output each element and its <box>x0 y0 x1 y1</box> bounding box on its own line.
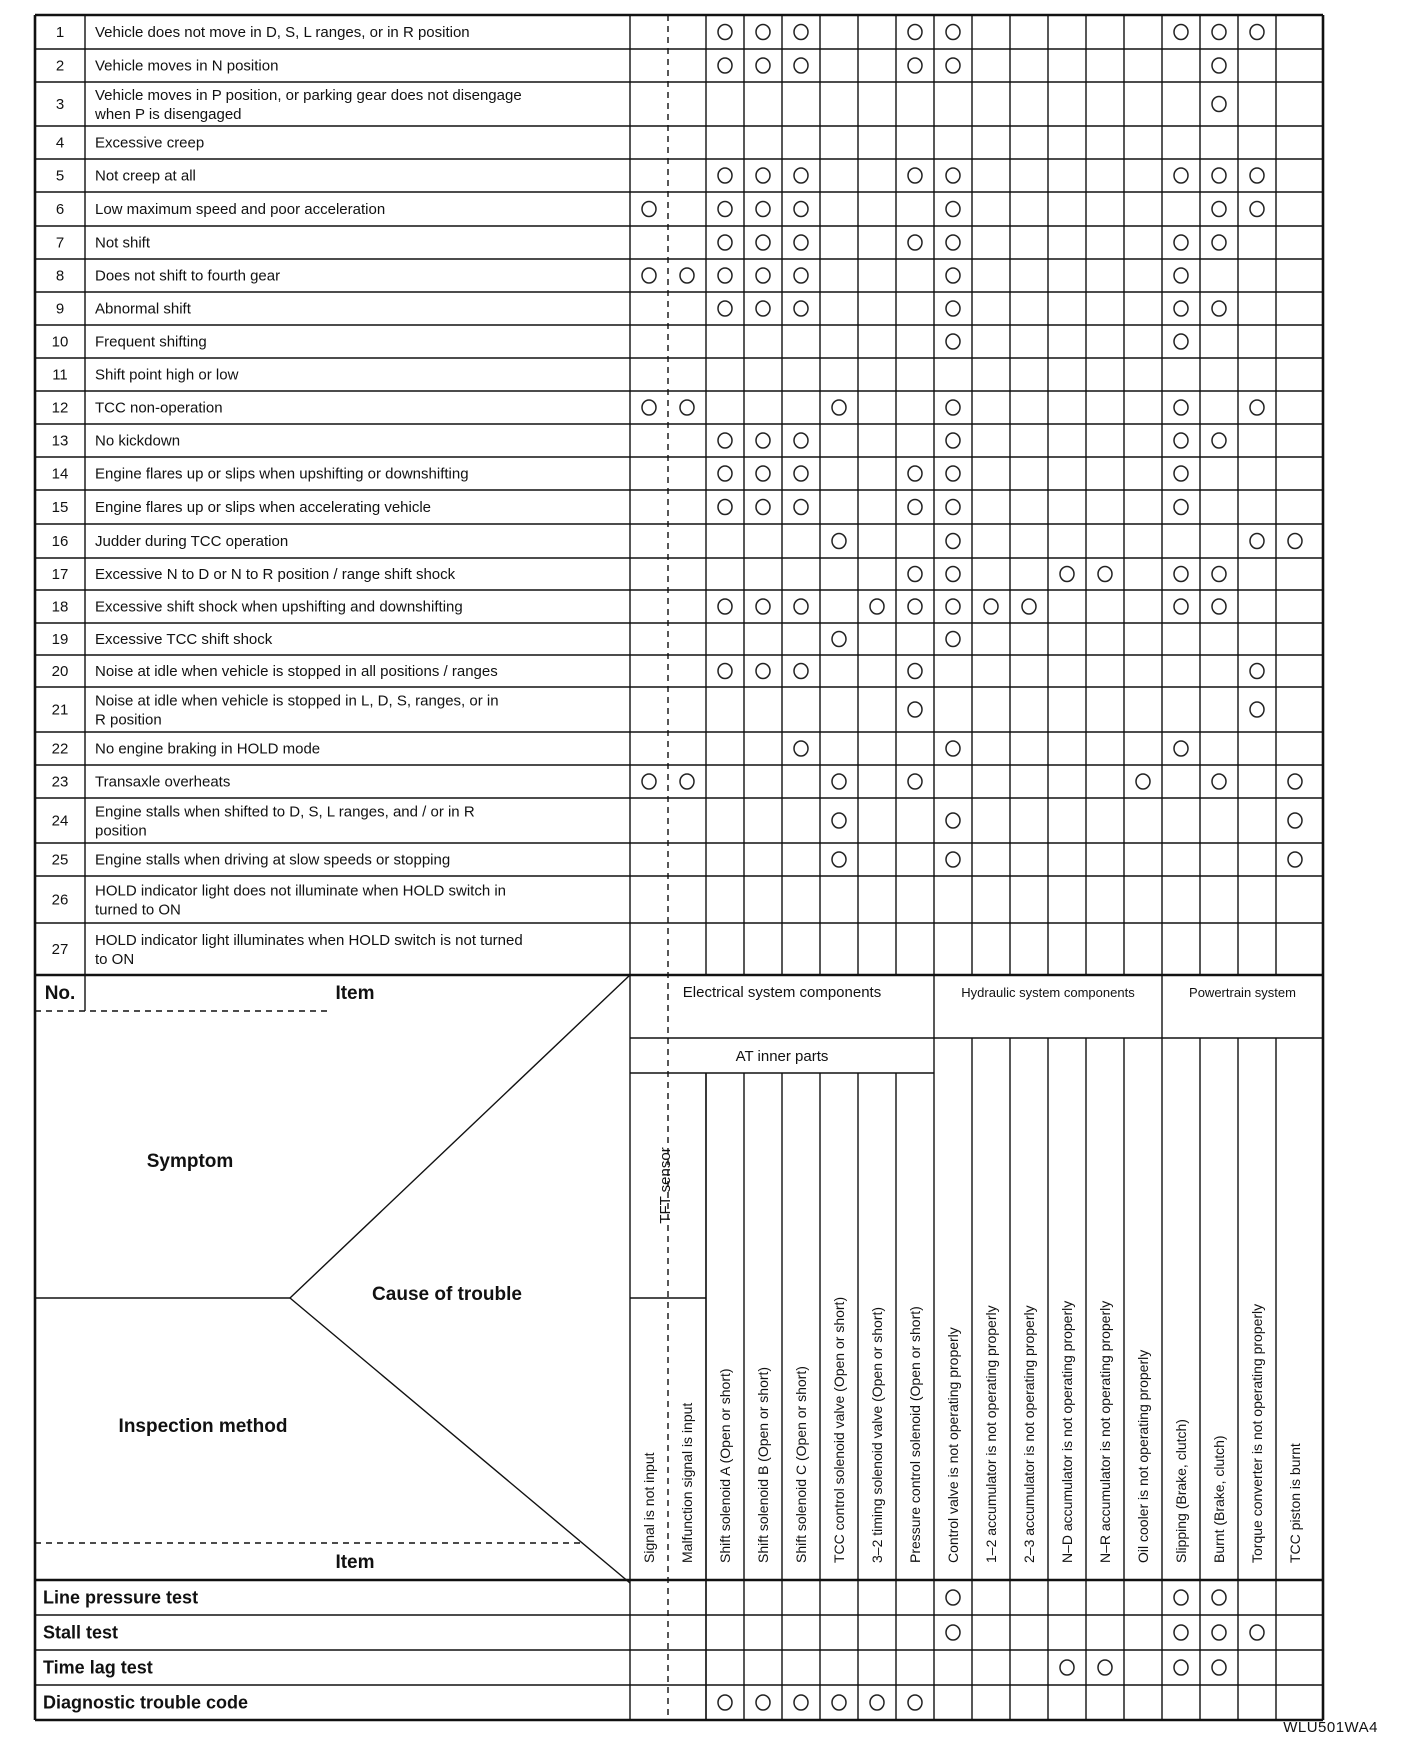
circle-mark <box>946 466 960 481</box>
circle-mark <box>1174 567 1188 582</box>
circle-mark <box>718 664 732 679</box>
symptom-text: Transaxle overheats <box>95 773 231 791</box>
circle-mark <box>756 1695 770 1710</box>
row-number: 22 <box>51 740 69 758</box>
circle-mark <box>832 774 846 789</box>
circle-mark <box>908 168 922 183</box>
circle-mark <box>908 25 922 40</box>
cause-label: Cause of trouble <box>372 1284 522 1305</box>
circle-mark <box>794 599 808 614</box>
row-number: 16 <box>51 533 69 550</box>
circle-mark <box>794 433 808 448</box>
circle-mark <box>908 1695 922 1710</box>
circle-mark <box>1174 1625 1188 1640</box>
circle-mark <box>946 334 960 349</box>
circle-mark <box>832 534 846 549</box>
row-number: 24 <box>51 812 69 830</box>
circle-mark <box>718 202 732 217</box>
no-header: No. <box>44 983 76 1004</box>
circle-mark <box>1174 1590 1188 1605</box>
circle-mark <box>946 202 960 217</box>
row-number: 27 <box>51 941 69 958</box>
diagonal-upper <box>290 975 630 1298</box>
circle-mark <box>1098 1660 1112 1675</box>
symptom-label: Symptom <box>146 1151 234 1172</box>
column-label: Shift solenoid B (Open or short) <box>755 1366 771 1563</box>
circle-mark <box>1212 301 1226 316</box>
symptom-text: No engine braking in HOLD mode <box>95 740 321 758</box>
circle-mark <box>1174 599 1188 614</box>
item-header: Item <box>335 983 375 1004</box>
circle-mark <box>1212 58 1226 73</box>
row-number: 7 <box>55 234 65 252</box>
circle-mark <box>946 813 960 828</box>
circle-mark <box>680 268 694 283</box>
column-label: 1–2 accumulator is not operating properly <box>983 1305 999 1563</box>
circle-mark <box>1212 567 1226 582</box>
circle-mark <box>870 599 884 614</box>
circle-mark <box>908 235 922 250</box>
row-number: 6 <box>55 201 65 218</box>
circle-mark <box>756 599 770 614</box>
column-label: TCC piston is burnt <box>1287 1443 1303 1563</box>
circle-mark <box>1250 1625 1264 1640</box>
circle-mark <box>1250 400 1264 415</box>
circle-mark <box>756 202 770 217</box>
row-number: 12 <box>51 399 69 417</box>
circle-mark <box>1174 268 1188 283</box>
circle-mark <box>1250 168 1264 183</box>
circle-mark <box>756 500 770 515</box>
column-label: Pressure control solenoid (Open or short) <box>907 1306 923 1563</box>
symptom-text: Not shift <box>95 234 151 252</box>
circle-mark <box>832 852 846 867</box>
circle-mark <box>794 202 808 217</box>
row-number: 3 <box>55 96 65 113</box>
circle-mark <box>794 500 808 515</box>
circle-mark <box>718 25 732 40</box>
circle-mark <box>946 168 960 183</box>
circle-mark <box>946 25 960 40</box>
group-electrical: Electrical system components <box>682 984 882 1001</box>
circle-mark <box>1212 774 1226 789</box>
inspection-label: Stall test <box>43 1622 119 1643</box>
circle-mark <box>946 567 960 582</box>
circle-mark <box>718 433 732 448</box>
symptom-text: Abnormal shift <box>95 300 191 318</box>
symptom-text: R position <box>95 711 162 729</box>
symptom-text: Engine flares up or slips when accelerating vehicle <box>95 499 432 516</box>
column-label: Signal is not input <box>641 1452 657 1563</box>
circle-mark <box>756 664 770 679</box>
symptom-text: Frequent shifting <box>95 333 207 351</box>
circle-mark <box>908 500 922 515</box>
circle-mark <box>718 301 732 316</box>
circle-mark <box>946 301 960 316</box>
row-number: 11 <box>52 366 68 384</box>
column-label: Shift solenoid A (Open or short) <box>717 1368 733 1563</box>
circle-mark <box>1250 702 1264 717</box>
symptom-text: HOLD indicator light illuminates when HOLD switch is not turned <box>95 932 523 949</box>
circle-mark <box>1288 813 1302 828</box>
symptom-text: Noise at idle when vehicle is stopped in all positions / ranges <box>95 663 498 680</box>
circle-mark <box>794 235 808 250</box>
circle-mark <box>1212 433 1226 448</box>
circle-mark <box>756 466 770 481</box>
symptom-text: Excessive N to D or N to R position / range shift shock <box>95 566 456 583</box>
circle-mark <box>908 567 922 582</box>
circle-mark <box>908 466 922 481</box>
circle-mark <box>642 400 656 415</box>
group-hydraulic: Hydraulic system components <box>961 985 1135 1000</box>
symptom-text: Vehicle moves in P position, or parking gear does not disengage <box>95 87 522 104</box>
circle-mark <box>1250 534 1264 549</box>
row-number: 26 <box>51 891 69 909</box>
circle-mark <box>1250 664 1264 679</box>
column-label: Burnt (Brake, clutch) <box>1211 1435 1227 1563</box>
column-label: Torque converter is not operating properly <box>1249 1303 1265 1563</box>
circle-mark <box>680 400 694 415</box>
row-number: 15 <box>51 499 69 516</box>
circle-mark <box>718 168 732 183</box>
circle-mark <box>794 1695 808 1710</box>
circle-mark <box>1288 852 1302 867</box>
column-label: N–R accumulator is not operating properly <box>1097 1300 1113 1563</box>
inspection-label: Line pressure test <box>43 1587 199 1608</box>
column-label: Shift solenoid C (Open or short) <box>793 1366 809 1563</box>
circle-mark <box>794 466 808 481</box>
circle-mark <box>1174 741 1188 756</box>
circle-mark <box>756 235 770 250</box>
circle-mark <box>1174 25 1188 40</box>
row-number: 14 <box>51 465 69 483</box>
circle-mark <box>756 58 770 73</box>
circle-mark <box>718 466 732 481</box>
row-number: 13 <box>51 432 69 450</box>
circle-mark <box>1174 235 1188 250</box>
circle-mark <box>794 168 808 183</box>
circle-mark <box>756 268 770 283</box>
circle-mark <box>756 168 770 183</box>
row-number: 18 <box>51 598 69 616</box>
symptom-text: Engine flares up or slips when upshifting or downshifting <box>95 465 469 483</box>
symptom-text: Does not shift to fourth gear <box>95 267 281 285</box>
row-number: 20 <box>51 663 69 680</box>
symptom-text: turned to ON <box>95 901 181 919</box>
column-label: Oil cooler is not operating properly <box>1135 1349 1151 1563</box>
row-number: 5 <box>55 167 65 185</box>
column-label: N–D accumulator is not operating properly <box>1059 1300 1075 1563</box>
circle-mark <box>718 235 732 250</box>
circle-mark <box>718 268 732 283</box>
row-number: 10 <box>51 333 69 351</box>
circle-mark <box>908 702 922 717</box>
symptom-text: Vehicle does not move in D, S, L ranges, or in R position <box>95 24 470 41</box>
circle-mark <box>946 58 960 73</box>
circle-mark <box>1212 97 1226 112</box>
symptom-text: No kickdown <box>95 432 181 450</box>
circle-mark <box>946 599 960 614</box>
circle-mark <box>1136 774 1150 789</box>
circle-mark <box>756 301 770 316</box>
symptom-text: Noise at idle when vehicle is stopped in L, D, S, ranges, or in <box>95 692 499 710</box>
circle-mark <box>1174 466 1188 481</box>
symptom-text: Engine stalls when driving at slow speeds or stopping <box>95 851 451 869</box>
circle-mark <box>946 268 960 283</box>
circle-mark <box>946 1590 960 1605</box>
diagonal-lower <box>290 1298 630 1583</box>
circle-mark <box>908 664 922 679</box>
circle-mark <box>946 500 960 515</box>
group-at-inner: AT inner parts <box>735 1048 829 1065</box>
row-number: 9 <box>55 300 65 318</box>
circle-mark <box>642 774 656 789</box>
circle-mark <box>1098 567 1112 582</box>
column-label: TCC control solenoid valve (Open or short) <box>831 1296 847 1563</box>
row-number: 1 <box>55 24 65 41</box>
figure-id: WLU501WA4 <box>1283 1719 1378 1736</box>
circle-mark <box>1060 567 1074 582</box>
circle-mark <box>1174 1660 1188 1675</box>
symptom-text: Excessive shift shock when upshifting and downshifting <box>95 598 463 616</box>
circle-mark <box>718 58 732 73</box>
circle-mark <box>946 433 960 448</box>
circle-mark <box>642 202 656 217</box>
circle-mark <box>794 25 808 40</box>
inspection-label: Inspection method <box>118 1416 288 1437</box>
circle-mark <box>908 599 922 614</box>
circle-mark <box>946 1625 960 1640</box>
item-label-2: Item <box>335 1552 375 1573</box>
circle-mark <box>832 1695 846 1710</box>
row-number: 25 <box>51 851 69 869</box>
symptom-text: TCC non-operation <box>95 399 223 417</box>
circle-mark <box>1212 202 1226 217</box>
row-number: 19 <box>51 631 69 648</box>
circle-mark <box>984 599 998 614</box>
column-label: 2–3 accumulator is not operating properly <box>1021 1305 1037 1563</box>
row-number: 17 <box>51 566 69 583</box>
symptom-text: Low maximum speed and poor acceleration <box>95 201 386 218</box>
circle-mark <box>794 741 808 756</box>
symptom-text: Not creep at all <box>95 167 196 185</box>
circle-mark <box>946 400 960 415</box>
circle-mark <box>832 400 846 415</box>
inspection-label: Diagnostic trouble code <box>43 1692 249 1713</box>
circle-mark <box>794 268 808 283</box>
circle-mark <box>1212 235 1226 250</box>
row-number: 2 <box>55 57 65 75</box>
symptom-text: Excessive TCC shift shock <box>95 631 273 648</box>
circle-mark <box>718 500 732 515</box>
circle-mark <box>642 268 656 283</box>
column-label: Control valve is not operating properly <box>945 1327 961 1563</box>
circle-mark <box>1060 1660 1074 1675</box>
symptom-text: to ON <box>95 951 135 968</box>
circle-mark <box>756 25 770 40</box>
circle-mark <box>946 632 960 647</box>
circle-mark <box>1174 400 1188 415</box>
circle-mark <box>1174 301 1188 316</box>
circle-mark <box>1212 1625 1226 1640</box>
row-number: 21 <box>51 701 69 719</box>
symptom-text: Excessive creep <box>95 134 205 152</box>
symptom-text: Shift point high or low <box>95 366 239 384</box>
circle-mark <box>1212 599 1226 614</box>
symptom-text: Judder during TCC operation <box>95 533 289 550</box>
symptom-text: Vehicle moves in N position <box>95 57 279 75</box>
circle-mark <box>794 301 808 316</box>
circle-mark <box>946 852 960 867</box>
circle-mark <box>946 741 960 756</box>
circle-mark <box>718 1695 732 1710</box>
circle-mark <box>718 599 732 614</box>
circle-mark <box>1250 202 1264 217</box>
circle-mark <box>1174 334 1188 349</box>
circle-mark <box>946 235 960 250</box>
circle-mark <box>870 1695 884 1710</box>
column-label: Malfunction signal is input <box>679 1402 695 1563</box>
circle-mark <box>1212 168 1226 183</box>
circle-mark <box>794 58 808 73</box>
circle-mark <box>756 433 770 448</box>
circle-mark <box>680 774 694 789</box>
group-powertrain: Powertrain system <box>1189 985 1296 1000</box>
symptom-text: HOLD indicator light does not illuminate when HOLD switch in <box>95 882 507 900</box>
circle-mark <box>794 664 808 679</box>
circle-mark <box>908 58 922 73</box>
symptom-text: Engine stalls when shifted to D, S, L ranges, and / or in R <box>95 803 475 821</box>
circle-mark <box>1022 599 1036 614</box>
circle-mark <box>1174 433 1188 448</box>
circle-mark <box>1212 25 1226 40</box>
circle-mark <box>1212 1590 1226 1605</box>
circle-mark <box>1250 25 1264 40</box>
tft-sensor-label: TFT sensor <box>657 1147 674 1224</box>
symptom-text: when P is disengaged <box>95 106 242 123</box>
circle-mark <box>1174 168 1188 183</box>
row-number: 23 <box>51 773 69 791</box>
circle-mark <box>1288 774 1302 789</box>
circle-mark <box>1212 1660 1226 1675</box>
circle-mark <box>832 632 846 647</box>
column-label: Slipping (Brake, clutch) <box>1173 1419 1189 1563</box>
row-number: 4 <box>55 134 65 152</box>
symptom-text: position <box>95 822 147 840</box>
column-label: 3–2 timing solenoid valve (Open or short) <box>869 1306 885 1563</box>
circle-mark <box>1288 534 1302 549</box>
circle-mark <box>832 813 846 828</box>
circle-mark <box>946 534 960 549</box>
circle-mark <box>1174 500 1188 515</box>
circle-mark <box>908 774 922 789</box>
inspection-label: Time lag test <box>43 1657 153 1678</box>
row-number: 8 <box>55 267 65 285</box>
